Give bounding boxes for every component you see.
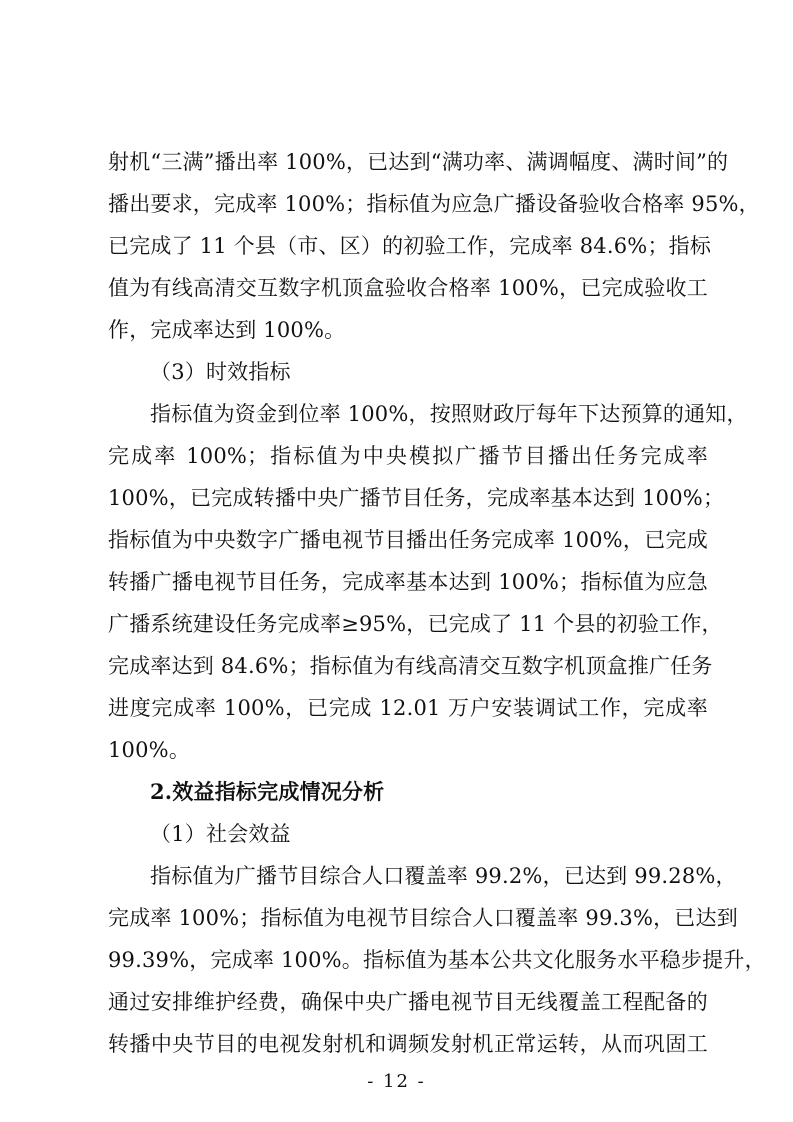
subsection-heading: （3）时效指标 (150, 360, 291, 384)
page-number: - 12 - (367, 1071, 426, 1092)
body-text-line: 转播中央节目的电视发射机和调频发射机正常运转，从而巩固工 (108, 1032, 708, 1056)
section-heading: 2.效益指标完成情况分析 (150, 779, 385, 804)
body-text-line: 完成率达到 84.6%；指标值为有线高清交互数字机顶盒推广任务 (108, 654, 713, 678)
body-text-line: 射机“三满”播出率 100%，已达到“满功率、满调幅度、满时间”的 (108, 150, 729, 174)
body-text-line: 完成率 100%；指标值为中央模拟广播节目播出任务完成率 (108, 444, 708, 468)
body-text-line: 已完成了 11 个县（市、区）的初验工作，完成率 84.6%；指标 (108, 234, 712, 258)
body-text-line: 99.39%，完成率 100%。指标值为基本公共文化服务水平稳步提升， (108, 948, 766, 972)
body-text-line: 指标值为资金到位率 100%，按照财政厅每年下达预算的通知， (150, 402, 748, 426)
body-text-line: 100%，已完成转播中央广播节目任务，完成率基本达到 100%； (108, 486, 725, 510)
body-text-line: 进度完成率 100%，已完成 12.01 万户安装调试工作，完成率 (108, 696, 708, 720)
body-text-line: 播出要求，完成率 100%；指标值为应急广播设备验收合格率 95%， (108, 192, 760, 216)
body-text-line: 完成率 100%；指标值为电视节目综合人口覆盖率 99.3%，已达到 (108, 906, 738, 930)
body-text-line: 100%。 (108, 738, 191, 762)
body-text-line: 转播广播电视节目任务，完成率基本达到 100%；指标值为应急 (108, 570, 708, 594)
body-text-line: 值为有线高清交互数字机顶盒验收合格率 100%，已完成验收工 (108, 276, 708, 300)
body-text-line: 指标值为广播节目综合人口覆盖率 99.2%，已达到 99.28%， (150, 864, 737, 888)
body-text-line: 指标值为中央数字广播电视节目播出任务完成率 100%，已完成 (108, 528, 708, 552)
body-text-line: 广播系统建设任务完成率≥95%，已完成了 11 个县的初验工作， (108, 612, 723, 636)
body-text-line: 作，完成率达到 100%。 (108, 318, 346, 342)
subsection-heading: （1）社会效益 (150, 822, 291, 846)
body-text-line: 通过安排维护经费，确保中央广播电视节目无线覆盖工程配备的 (108, 990, 708, 1014)
